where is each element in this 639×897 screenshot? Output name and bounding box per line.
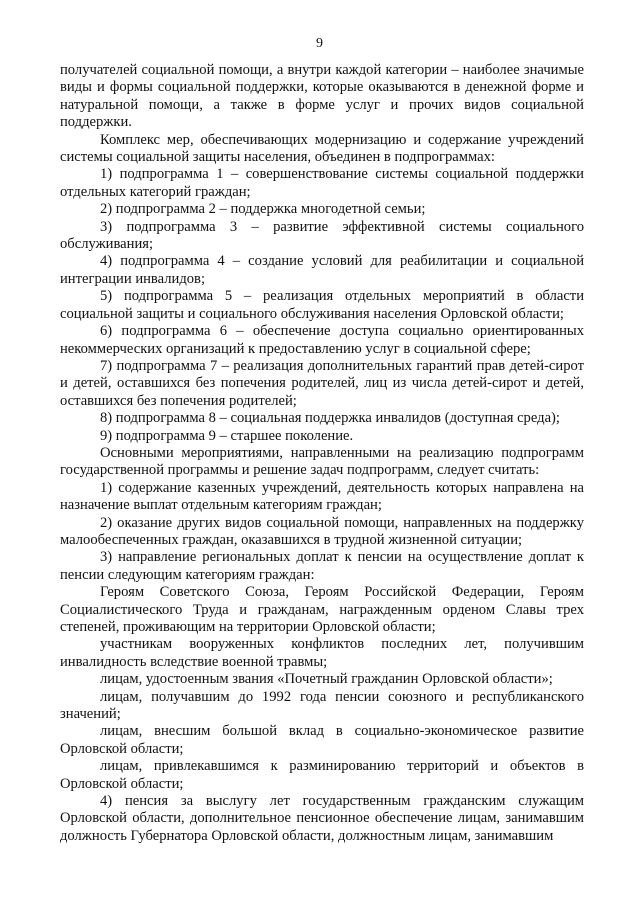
paragraph: Основными мероприятиями, направленными на реализацию подпрограмм государственной программы и решение задач подпрограмм, следует считать: [60, 444, 584, 479]
list-item: 2) оказание других видов социальной помощи, направленных на поддержку малообеспеченных граждан, оказавшихся в трудной жизненной ситуации; [60, 514, 584, 548]
list-item: лицам, привлекавшимся к разминированию территорий и объектов в Орловской области; [60, 758, 584, 792]
list-item: 3) подпрограмма 3 – развитие эффективной системы социального обслуживания; [60, 218, 584, 253]
list-item: лицам, удостоенным звания «Почетный гражданин Орловской области»; [100, 671, 553, 688]
list-item: Героям Советского Союза, Героям Российской Федерации, Героям Социалистического Труда и гражданам, награжденным орденом Славы трех степеней, проживающим на территории Орловской области; [60, 584, 584, 635]
paragraph: получателей социальной помощи, а внутри каждой категории – наиболее значимые виды и формы социальной поддержки, которые оказываются в денежной форме и натуральной помощи, а также в форме услуг и прочих видов социальной поддержки. [60, 62, 584, 131]
list-item: лицам, получавшим до 1992 года пенсии союзного и республиканского значений; [60, 688, 584, 723]
list-item: 9) подпрограмма 9 – старшее поколение. [100, 427, 354, 444]
list-item: 5) подпрограмма 5 – реализация отдельных мероприятий в области социальной защиты и социального обслуживания населения Орловской области; [60, 288, 584, 322]
list-item: 4) подпрограмма 4 – создание условий для реабилитации и социальной интеграции инвалидов; [60, 253, 584, 287]
list-item: 2) подпрограмма 2 – поддержка многодетной семьи; [100, 201, 426, 218]
list-item: участникам вооруженных конфликтов последних лет, получившим инвалидность вследствие военной травмы; [60, 636, 584, 670]
page-number: 9 [316, 36, 323, 51]
list-item: 7) подпрограмма 7 – реализация дополнительных гарантий прав детей-сирот и детей, оставшихся без попечения родителей, лиц из числа детей-сирот и детей, оставшихся без попечения родителей; [60, 357, 584, 409]
list-item: 3) направление региональных доплат к пенсии на осуществление доплат к пенсии следующим категориям граждан: [60, 549, 584, 583]
list-item: 4) пенсия за выслугу лет государственным гражданским служащим Орловской области, дополнительное пенсионное обеспечение лицам, занимавшим должность Губернатора Орловской области, должностным лицам, занимавшим [60, 793, 584, 844]
list-item: 1) содержание казенных учреждений, деятельность которых направлена на назначение выплат отдельным категориям граждан; [60, 479, 584, 514]
body-text [60, 62, 584, 845]
paragraph: Комплекс мер, обеспечивающих модернизацию и содержание учреждений системы социальной защиты населения, объединен в подпрограммах: [60, 131, 584, 166]
list-item: 6) подпрограмма 6 – обеспечение доступа социально ориентированных некоммерческих организаций к предоставлению услуг в социальной сфере; [60, 323, 584, 357]
list-item: 1) подпрограмма 1 – совершенствование системы социальной поддержки отдельных категорий граждан; [60, 166, 584, 200]
list-item: лицам, внесшим большой вклад в социально-экономическое развитие Орловской области; [60, 723, 584, 757]
list-item: 8) подпрограмма 8 – социальная поддержка инвалидов (доступная среда); [100, 410, 560, 427]
